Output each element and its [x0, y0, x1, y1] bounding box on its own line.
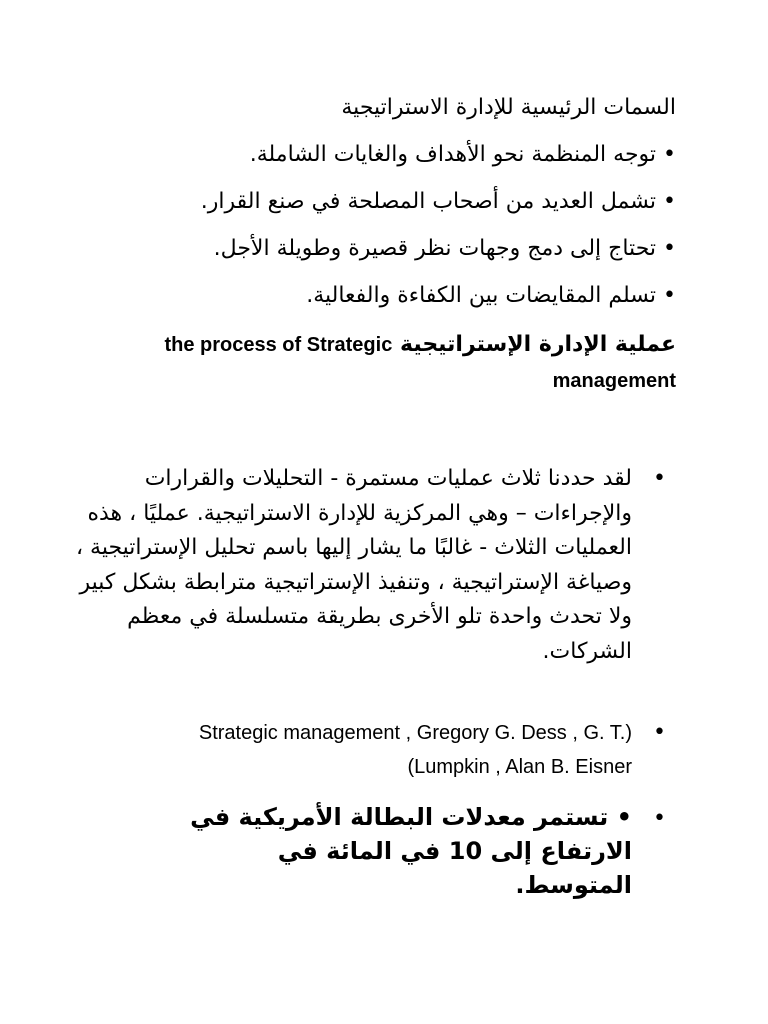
feature-item: • تسلم المقايضات بين الكفاءة والفعالية.: [306, 283, 676, 308]
process-heading-english: the process of Strategic: [164, 334, 393, 356]
process-heading-arabic: عملية الإدارة الإستراتيجية: [400, 332, 676, 357]
unemployment-statement: [162, 800, 632, 902]
unemployment-text: • تستمر معدلات البطالة الأمريكية في الارتفاع إلى 10 في المائة في المتوسط.: [190, 803, 632, 899]
feature-item: • توجه المنظمة نحو الأهداف والغايات الشاملة.: [249, 142, 676, 167]
feature-item: • تحتاج إلى دمج وجهات نظر قصيرة وطويلة الأجل.: [213, 236, 676, 261]
bullet-marker: •: [653, 466, 666, 491]
process-heading: [76, 327, 676, 399]
reference-line-1: Strategic management , Gregory G. Dess , G. T.): [198, 722, 632, 744]
process-paragraph: [72, 462, 632, 669]
feature-item: • تشمل العديد من أصحاب المصلحة في صنع القرار.: [200, 189, 676, 214]
process-heading-english-cont: management: [552, 370, 676, 392]
reference: [72, 716, 632, 784]
process-paragraph-text: لقد حددنا ثلاث عمليات مستمرة - التحليلات والقرارات والإجراءات – وهي المركزية للإدارة الاستراتيجية. عمليًا ، هذه العمليات الثلاث - غالبًا ما يشار إليها باسم تحليل الإستراتيجية ، وصياغة الإستراتيجية ، وتنفيذ الإستراتيجية مترابطة بشكل كبير ولا تحدث واحدة تلو الأخرى بطريقة متسلسلة في معظم الشركات.: [75, 466, 632, 664]
bullet-marker: •: [653, 720, 666, 745]
reference-line-2: (Lumpkin , Alan B. Eisner: [407, 756, 632, 778]
bullet-marker: •: [653, 806, 666, 831]
features-title: السمات الرئيسية للإدارة الاستراتيجية: [341, 95, 676, 120]
